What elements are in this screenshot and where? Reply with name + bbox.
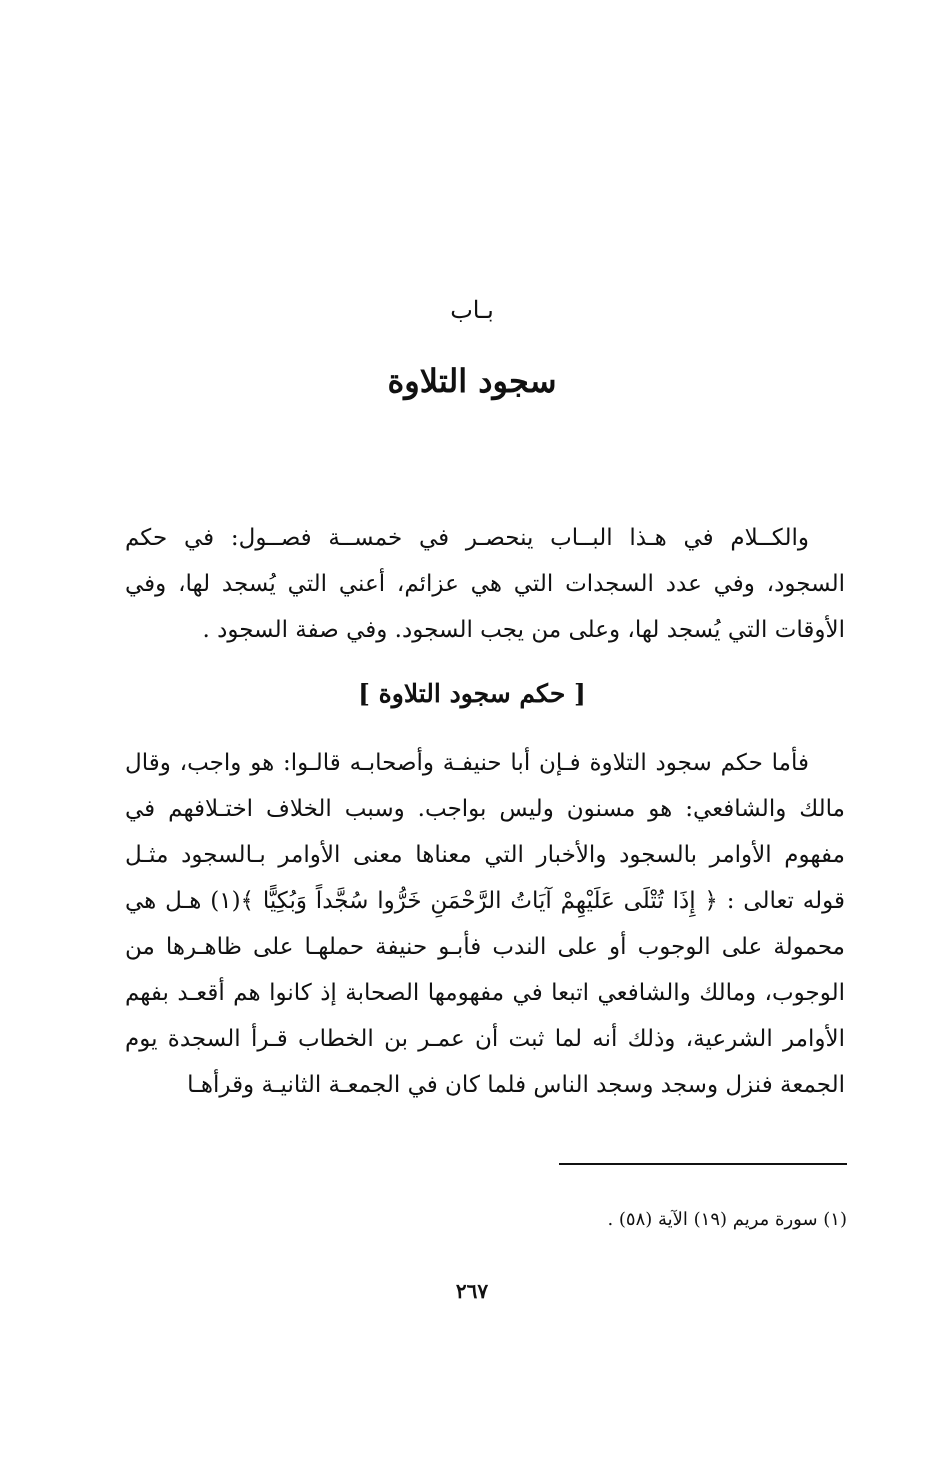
chapter-label: بـاب [450,296,494,324]
section-heading: [ حكم سجود التلاوة ] [358,679,586,708]
footnote-divider [559,1163,847,1165]
intro-paragraph-text: والكــلام في هـذا البــاب ينحصـر في خمســة فصــول: في حكم السجود، وفي عدد السجدات التي هي عزائم، أعني التي يُسجد لها، وفي الأوقات التي يُسجد لها، وعلى من يجب السجود. وفي صفة السجود . [125,525,845,643]
body-paragraph [125,740,845,1108]
chapter-title: سجود التلاوة [387,362,557,400]
footnote: (١) سورة مريم (١٩) الآية (٥٨) . [607,1209,847,1230]
body-paragraph-text: فأما حكم سجود التلاوة فـإن أبا حنيفـة وأصحابـه قالـوا: هو واجب، وقال مالك والشافعي: هو مسنون وليس بواجب. وسبب الخلاف اختـلافهم في مفهوم الأوامر بالسجود والأخبار التي معناها معنى الأوامر بـالسجود مثـل قوله تعالى : ﴿ إِذَا تُتْلَى عَلَيْهِمْ آيَاتُ الرَّحْمَنِ خَرُّوا سُجَّداً وَبُكِيًّا ﴾(١) هـل هي محمولة على الوجوب أو على الندب فأبـو حنيفة حملهـا على ظاهـرها من الوجوب، ومالك والشافعي اتبعا في مفهومها الصحابة إذ كانوا هم أقعـد بفهم الأوامر الشرعية، وذلك أنه لما ثبت أن عمـر بن الخطاب قـرأ السجدة يوم الجمعة فنزل وسجد وسجد الناس فلما كان في الجمعـة الثانيـة وقرأهـا [125,750,845,1098]
page-number: ٢٦٧ [455,1279,489,1303]
intro-paragraph [125,515,845,653]
